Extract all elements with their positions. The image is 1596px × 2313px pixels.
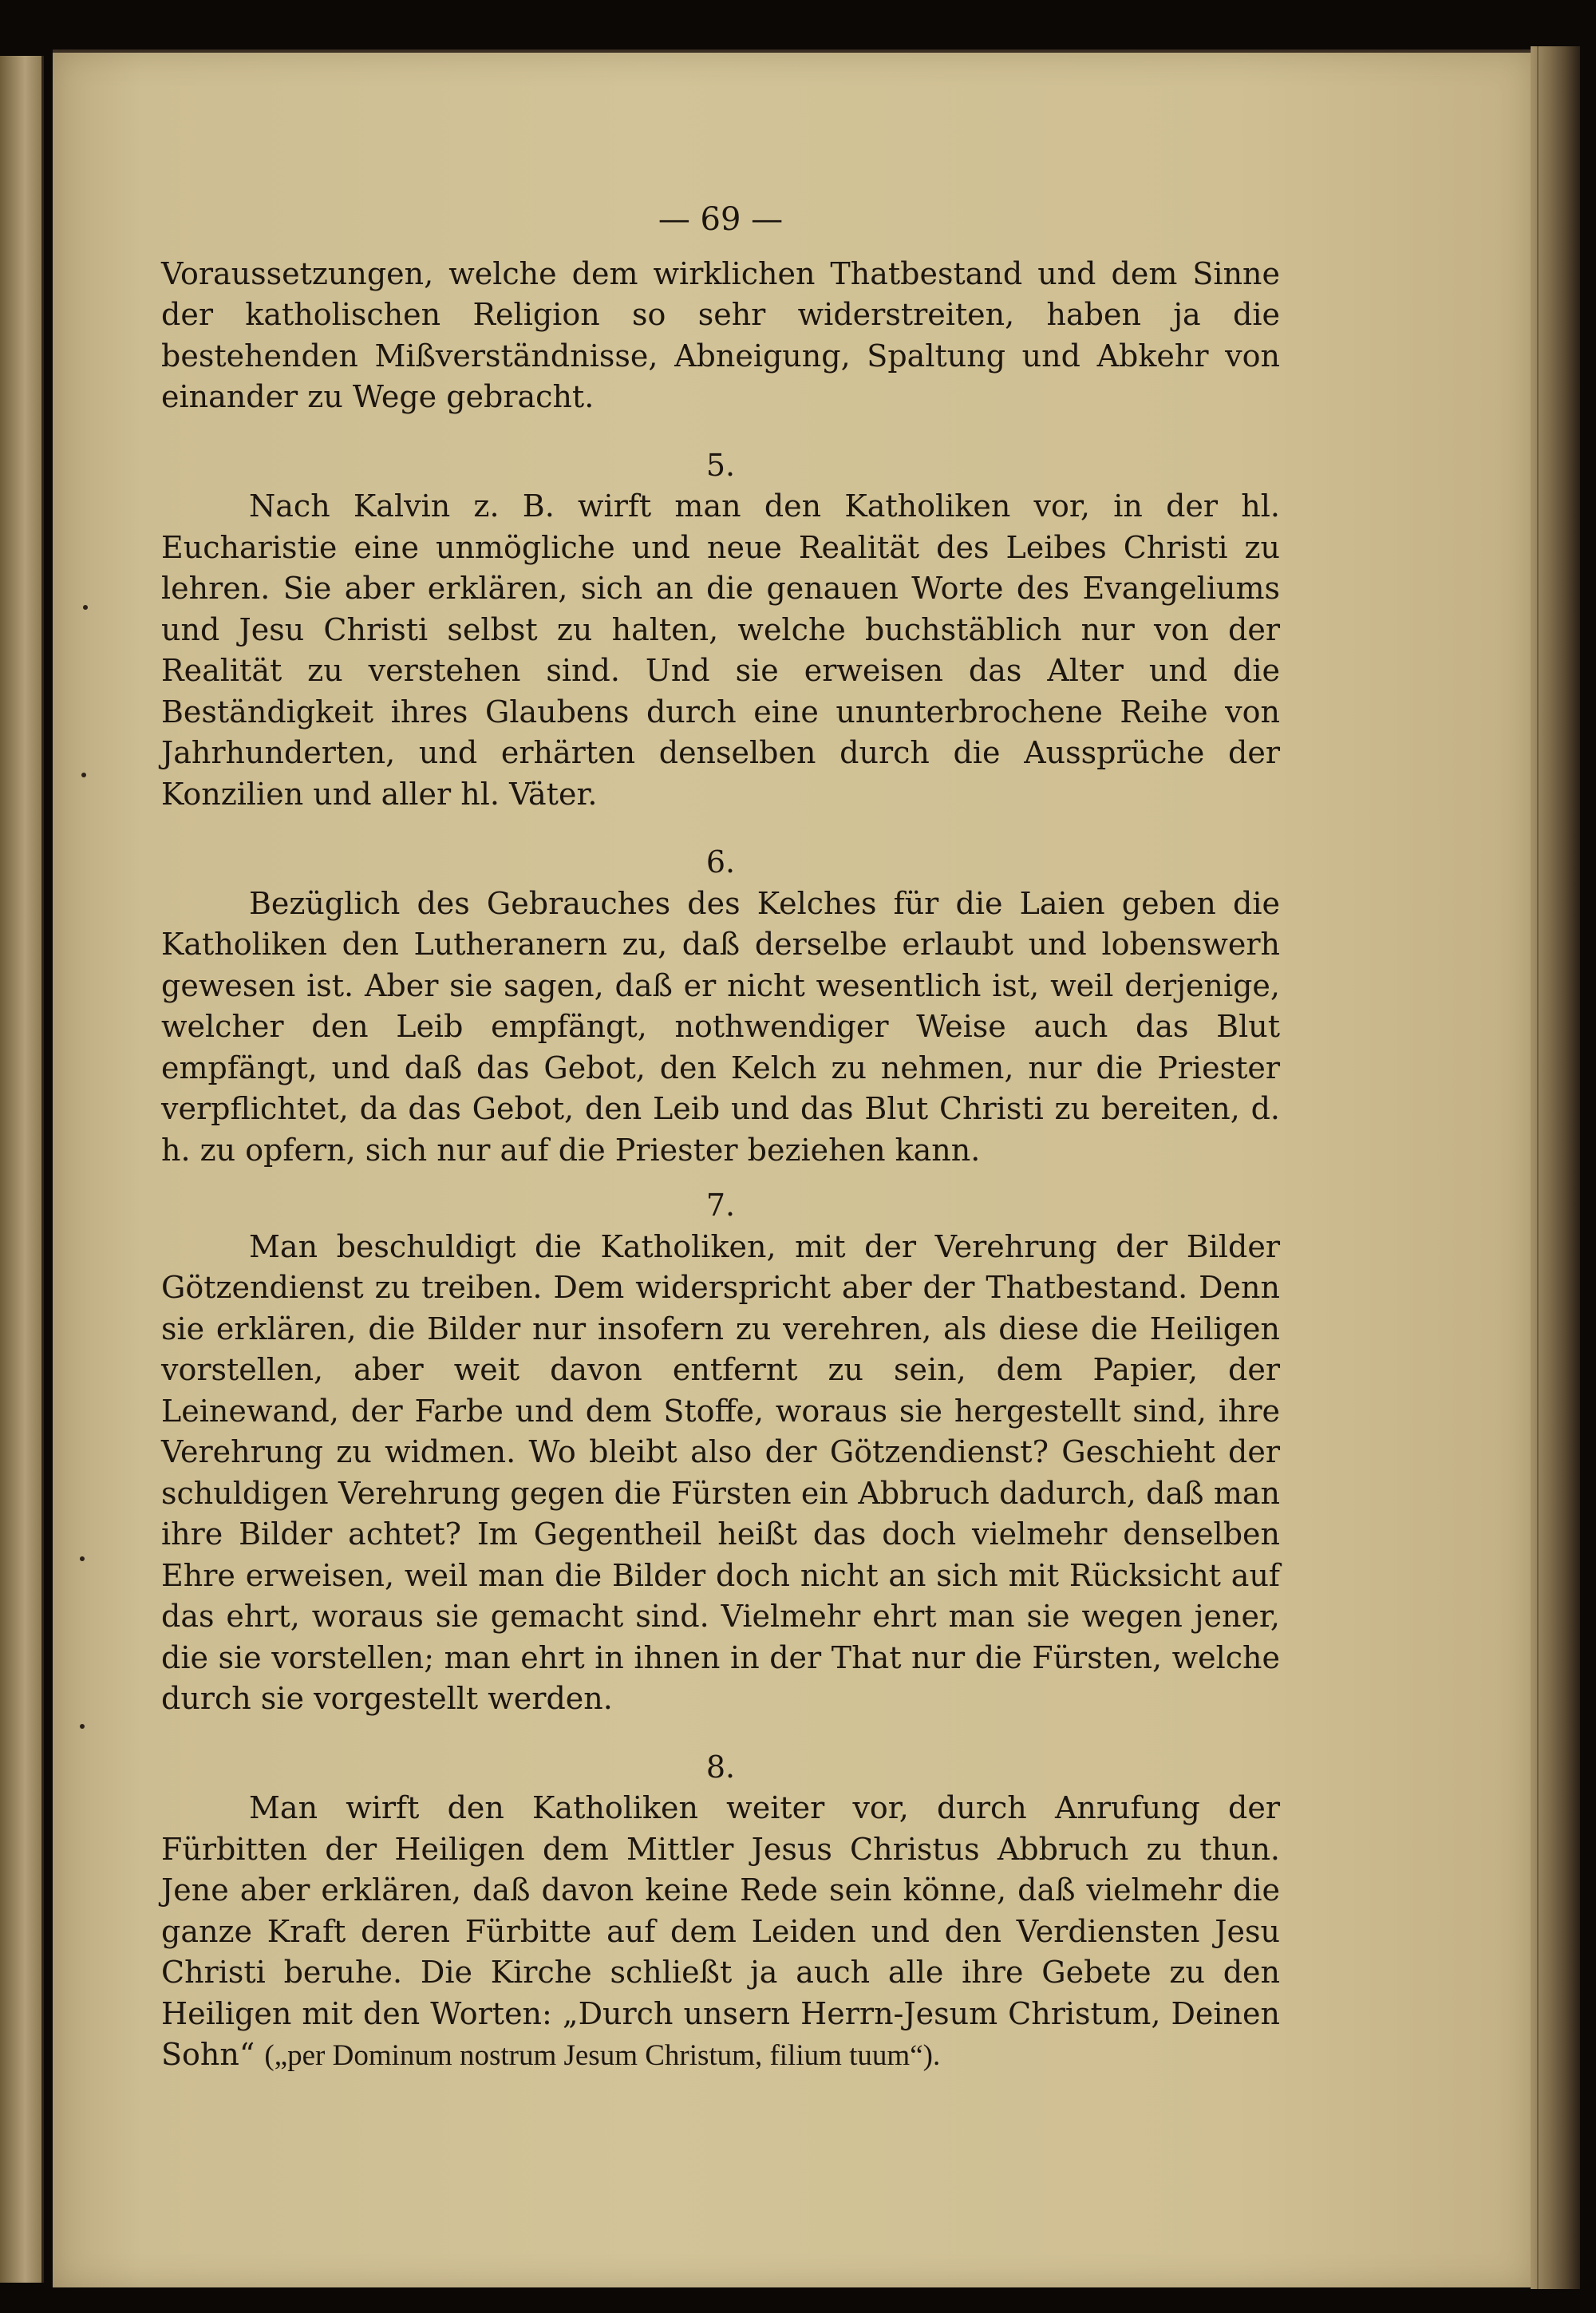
paragraph-section-8-text: Man wirft den Katholiken weiter vor, durch Anrufung der Fürbitten der Heiligen dem Mittler Jesus Christus Abbruch zu thun. Jene aber erklären, daß davon keine Rede sein könne, daß vielmehr die ganze Kraft deren Fürbitte auf dem Leiden und den Verdiensten Jesu Christi beruhe. Die Kirche schließt ja auch alle ihre Gebete zu den Heiligen mit den Worten: „Durch unsern Herrn-Jesum Christum, Deinen Sohn“: [161, 1790, 1280, 2072]
paragraph-section-7: Man beschuldigt die Katholiken, mit der Verehrung der Bilder Götzendienst zu treiben. Dem widerspricht aber der Thatbestand. Denn sie erklären, die Bilder nur insofern zu verehren, als diese die Heiligen vorstellen, aber weit davon entfernt zu sein, dem Papier, der Leinewand, der Farbe und dem Stoffe, woraus sie hergestellt sind, ihre Verehrung zu widmen. Wo bleibt also der Götzendienst? Geschieht der schuldigen Verehrung gegen die Fürsten ein Abbruch dadurch, daß man ihre Bilder achtet? Im Gegentheil heißt das doch vielmehr denselben Ehre erweisen, weil man die Bilder doch nicht an sich mit Rücksicht auf das ehrt, woraus sie gemacht sind. Vielmehr ehrt man sie wegen jener, die sie vorstellen; man ehrt in ihnen in der That nur die Fürsten, welche durch sie vorgestellt werden.: [161, 1228, 1280, 1716]
paragraph-section-8: [161, 1788, 1280, 2077]
paragraph-section-5: Nach Kalvin z. B. wirft man den Katholiken vor, in der hl. Eucharistie eine unmögliche und neue Realität des Leibes Christi zu lehren. Sie aber erklären, sich an die genauen Worte des Evangeliums und Jesu Christi selbst zu halten, welche buchstäblich nur von der Realität zu verstehen sind. Und sie erweisen das Alter und die Beständigkeit ihres Glaubens durch eine ununterbrochene Reihe von Jahrhunderten, und erhärten denselben durch die Aussprüche der Konzilien und aller hl. Väter.: [161, 488, 1280, 812]
paragraph-section-6: Bezüglich des Gebrauches des Kelches für die Laien geben die Katholiken den Lutheranern zu, daß derselbe erlaubt und lobenswerh gewesen ist. Aber sie sagen, daß er nicht wesentlich ist, weil derjenige, welcher den Leib empfängt, nothwendiger Weise auch das Blut empfängt, und daß das Gebot, den Kelch zu nehmen, nur die Priester verpflichtet, da das Gebot, den Leib und das Blut Christi zu bereiten, d. h. zu opfern, sich nur auf die Priester beziehen kann.: [161, 885, 1280, 1168]
facing-page-edge: [0, 56, 44, 2283]
page-block-edge: [1531, 46, 1580, 2289]
page-number: — 69 —: [658, 201, 784, 238]
section-number-8: 8.: [705, 1749, 736, 1785]
latin-quote: („per Dominum nostrum Jesum Christum, filium tuum“).: [264, 2039, 941, 2072]
paragraph-intro: Voraussetzungen, welche dem wirklichen Thatbestand und dem Sinne der katholischen Religion so sehr widerstreiten, haben ja die bestehenden Mißverständnisse, Abneigung, Spaltung und Abkehr von einander zu Wege gebracht.: [161, 255, 1280, 414]
page-text: [161, 200, 1280, 2077]
margin-mark: [83, 605, 88, 610]
margin-mark: [80, 1724, 85, 1729]
section-number-7: 7.: [705, 1188, 736, 1223]
section-number-5: 5.: [705, 447, 736, 483]
margin-mark: [80, 1556, 85, 1561]
margin-mark: [81, 773, 86, 777]
section-number-6: 6.: [705, 844, 736, 880]
